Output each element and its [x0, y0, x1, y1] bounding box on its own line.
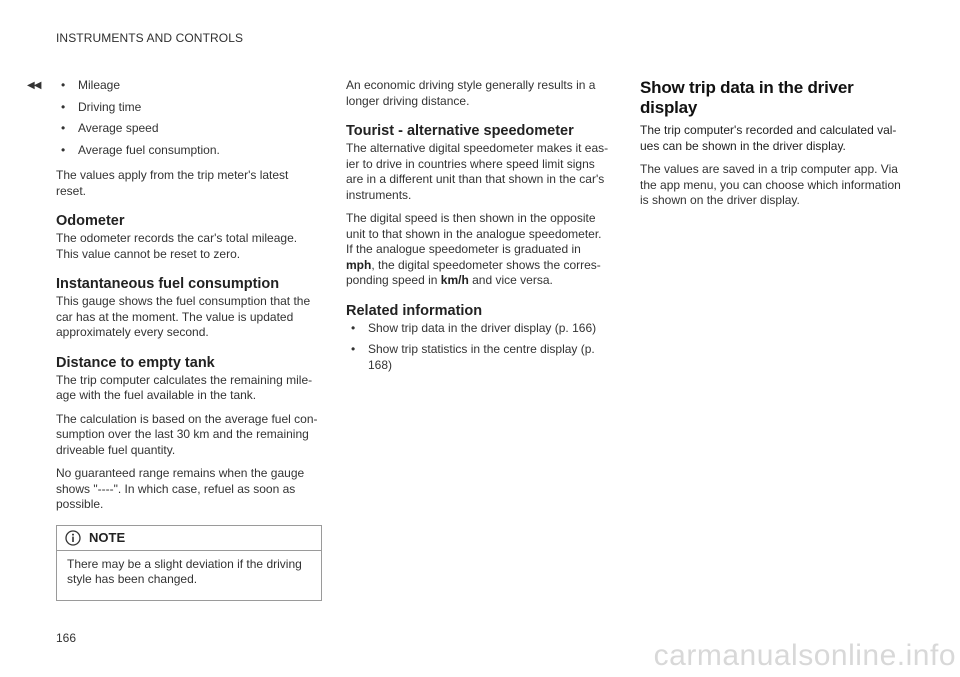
tourist-heading: Tourist - alternative speedometer — [346, 123, 574, 139]
column-middle — [346, 78, 611, 383]
trip-values-list — [56, 78, 321, 158]
note-box — [56, 525, 322, 601]
info-icon — [65, 530, 81, 546]
reset-note: The values apply from the trip meter's latest reset. — [56, 168, 289, 198]
unit-mph: mph — [346, 257, 372, 272]
distance-empty-text-1: The trip computer calculates the remaining mile-age with the fuel available in the tank. — [56, 372, 313, 402]
related-link-trip-statistics[interactable]: • Show trip statistics in the centre display (p. 168) — [346, 342, 611, 373]
tourist-text-2-mid: , the digital speedometer shows the corres-ponding speed in — [346, 257, 601, 287]
odometer-heading: Odometer — [56, 213, 125, 229]
page-number: 166 — [56, 631, 77, 645]
odometer-text: The odometer records the car's total mileage. This value cannot be reset to zero. — [56, 231, 298, 261]
trip-data-heading: Show trip data in the driver display — [640, 78, 854, 117]
list-item: • Mileage — [56, 78, 321, 94]
column-left — [56, 78, 321, 601]
tourist-text-2 — [346, 211, 611, 289]
column-right — [640, 78, 908, 217]
instant-fuel-text: This gauge shows the fuel consumption that the car has at the moment. The value is updated approximately every second. — [56, 294, 311, 339]
instant-fuel-heading: Instantaneous fuel consumption — [56, 276, 280, 292]
related-info-heading: Related information — [346, 302, 483, 319]
tourist-text-2-end: and vice versa. — [472, 273, 553, 287]
list-item: • Driving time — [56, 100, 321, 116]
note-text: There may be a slight deviation if the driving style has been changed. — [67, 556, 302, 586]
distance-empty-heading: Distance to empty tank — [56, 354, 215, 371]
note-title: NOTE — [89, 529, 126, 545]
distance-empty-text-2: The calculation is based on the average fuel con-sumption over the last 30 km and the remaining driveable fuel quantity. — [56, 411, 318, 457]
note-header — [57, 526, 321, 551]
list-item: • Average speed — [56, 121, 321, 137]
trip-data-text: The values are saved in a trip computer app. Via the app menu, you can choose which information is shown on the driver display. — [640, 162, 901, 207]
tourist-text-2-start: The digital speed is then shown in the opposite unit to that shown in the analogue speedometer. If the analogue speedometer is graduated in — [346, 211, 602, 256]
list-item: • Average fuel consumption. — [56, 143, 321, 159]
section-title: INSTRUMENTS AND CONTROLS — [56, 31, 244, 45]
watermark: carmanualsonline.info — [653, 639, 956, 672]
back-chevron-icon[interactable]: ◀◀ — [27, 80, 41, 91]
distance-empty-text-3: No guaranteed range remains when the gauge shows "----". In which case, refuel as soon as possible. — [56, 466, 305, 511]
tourist-text-1: The alternative digital speedometer makes it eas-ier to drive in countries where speed limit signs are in a different unit than that shown in the car's instruments. — [346, 141, 609, 202]
related-link-trip-data[interactable]: • Show trip data in the driver display (p. 166) — [346, 321, 611, 337]
related-info-list — [346, 321, 611, 374]
economic-driving-text: An economic driving style generally results in a longer driving distance. — [346, 78, 596, 108]
trip-data-lead: The trip computer's recorded and calculated val-ues can be shown in the driver display. — [640, 123, 897, 153]
unit-kmh: km/h — [440, 273, 469, 287]
